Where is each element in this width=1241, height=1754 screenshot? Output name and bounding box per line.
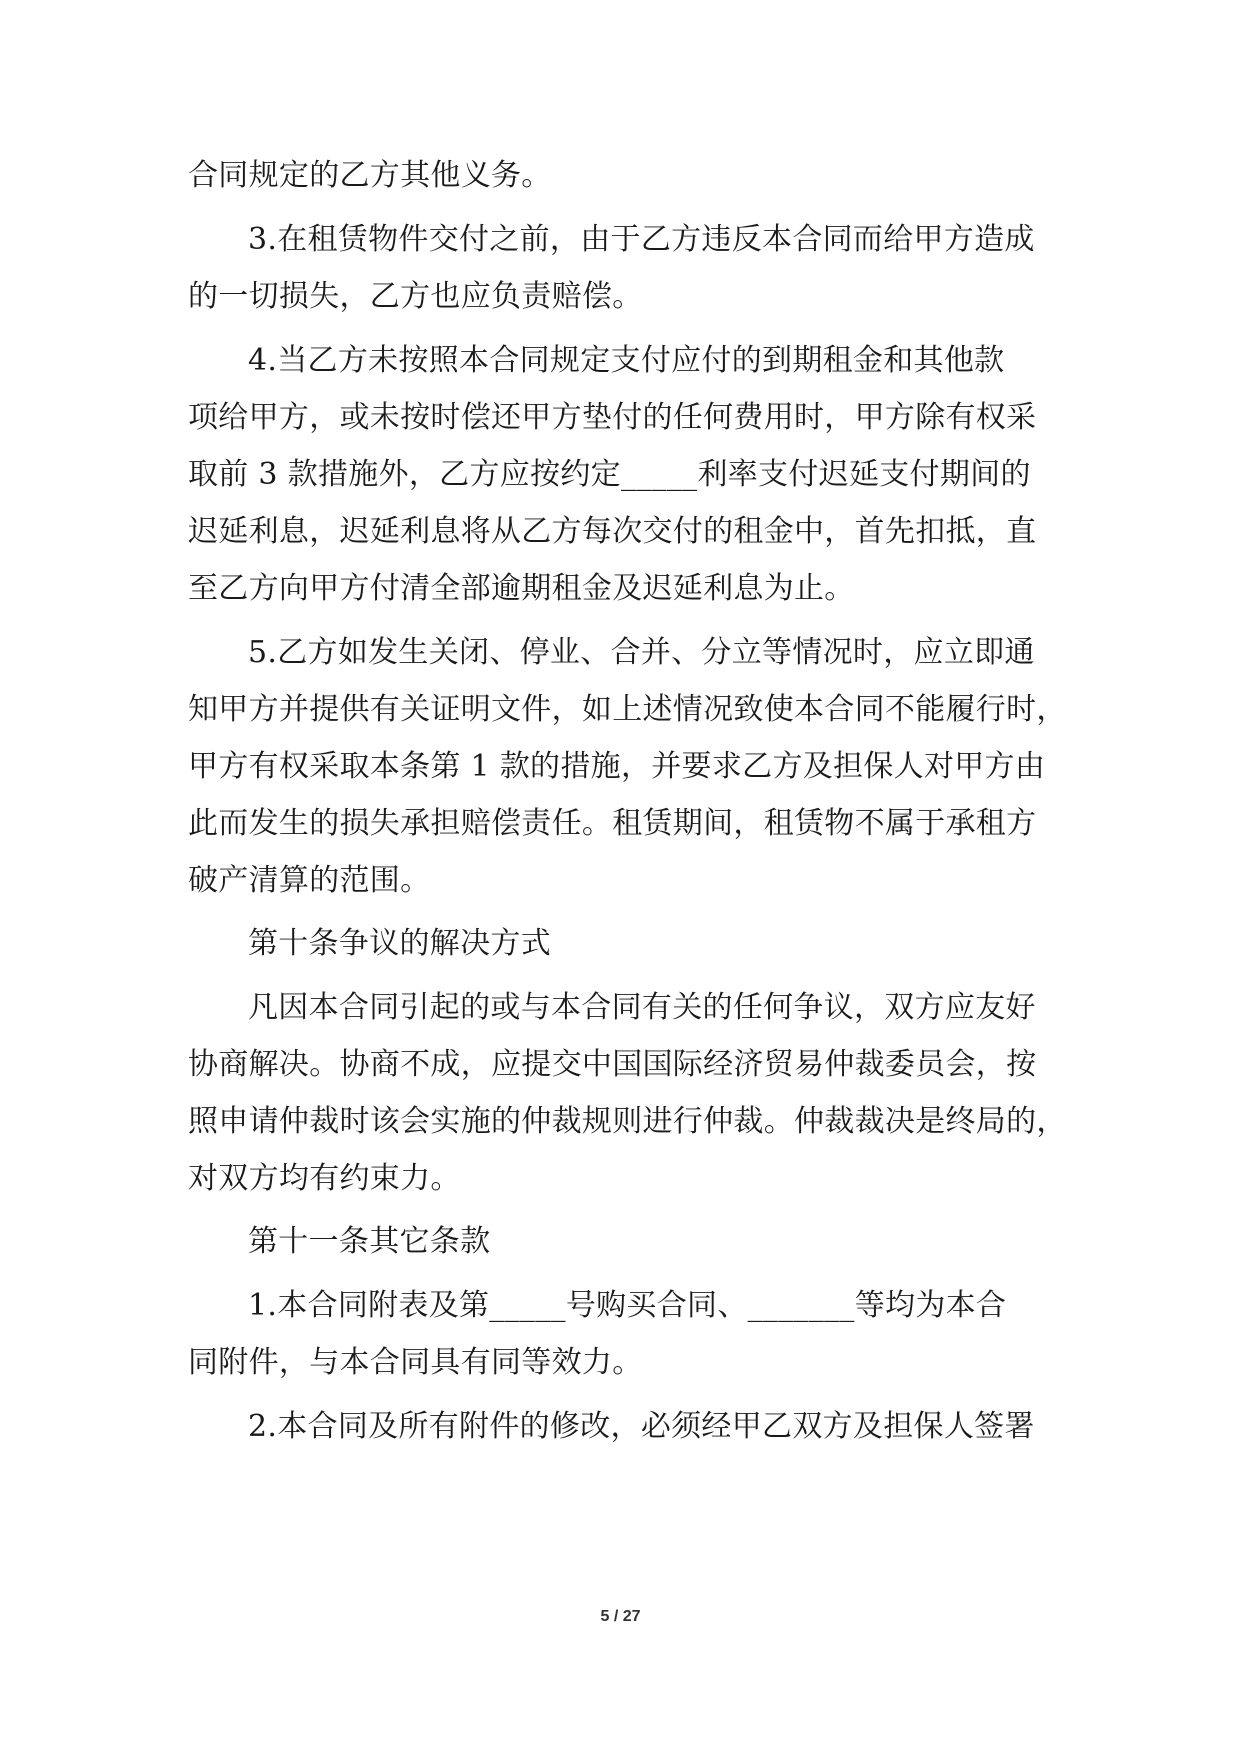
text-line: 4.当乙方未按照本合同规定支付应付的到期租金和其他款 [248,343,1005,378]
text-line: 项给甲方，或未按时偿还甲方垫付的任何费用时，甲方除有权采 [188,400,1037,435]
text-line: 至乙方向甲方付清全部逾期租金及迟延利息为止。 [188,571,855,606]
text-line: 2.本合同及所有附件的修改，必须经甲乙双方及担保人签署 [248,1409,1035,1444]
text-line: 1.本合同附表及第_____号购买合同、_______等均为本合 [248,1288,1007,1323]
text-line: 3.在租赁物件交付之前，由于乙方违反本合同而给甲方造成 [248,222,1035,257]
page-number: 5 / 27 [600,1608,641,1625]
text-line: 照申请仲裁时该会实施的仲裁规则进行仲裁。仲裁裁决是终局的， [188,1104,1067,1139]
text-line: 同附件，与本合同具有同等效力。 [188,1345,643,1380]
text-line: 知甲方并提供有关证明文件，如上述情况致使本合同不能履行时， [188,692,1067,727]
text-line: 破产清算的范围。 [188,863,431,898]
text-line: 5.乙方如发生关闭、停业、合并、分立等情况时，应立即通 [248,635,1035,670]
text-line: 取前 3 款措施外，乙方应按约定_____利率支付迟延支付期间的 [188,457,1031,492]
text-line: 对双方均有约束力。 [188,1161,461,1196]
section-heading: 第十一条其它条款 [248,1224,491,1259]
text-line: 甲方有权采取本条第 1 款的措施，并要求乙方及担保人对甲方由 [188,749,1046,784]
text-line: 协商解决。协商不成，应提交中国国际经济贸易仲裁委员会，按 [188,1047,1037,1082]
text-line: 此而发生的损失承担赔偿责任。租赁期间，租赁物不属于承租方 [188,806,1037,841]
section-heading: 第十条争议的解决方式 [248,926,551,961]
text-line: 凡因本合同引起的或与本合同有关的任何争议，双方应友好 [248,990,1036,1025]
text-line: 的一切损失，乙方也应负责赔偿。 [188,279,643,314]
text-line: 合同规定的乙方其他义务。 [188,158,552,193]
text-line: 迟延利息，迟延利息将从乙方每次交付的租金中，首先扣抵，直 [188,514,1037,549]
